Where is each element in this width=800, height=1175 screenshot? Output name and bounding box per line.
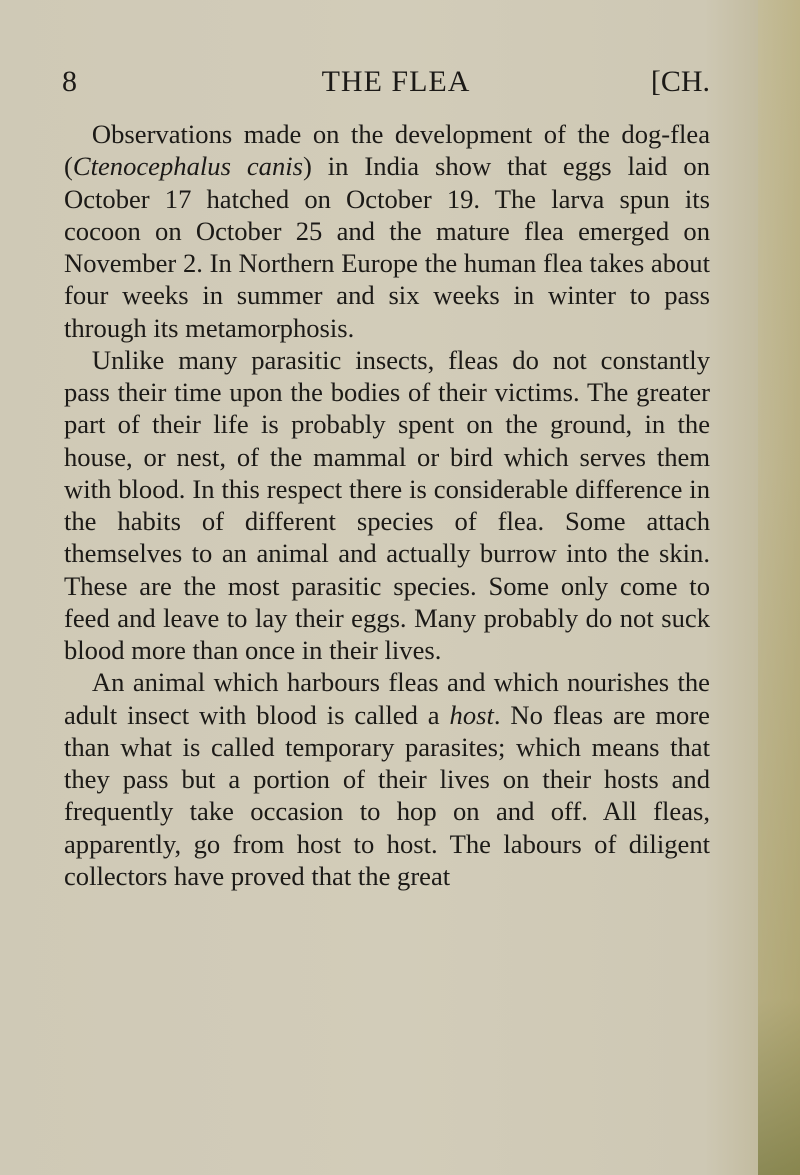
paragraph-2: Unlike many parasitic insects, fleas do not constantly pass their time upon the bodies of their victims. The greater part of their life is probably spent on the ground, in the house, or nest, of the mammal or bird which serves them with blood. In this respect there is considerable difference in the habits of different species of flea. Some attach themselves to an animal and actually burrow into the skin. These are the most parasitic species. Some only come to feed and leave to lay their eggs. Many probably do not suck blood more than once in their lives.: [64, 344, 710, 665]
page-number: 8: [62, 65, 77, 98]
paragraph-3: [64, 666, 710, 892]
page-edge-stain: [758, 0, 800, 1175]
term-host: host: [449, 699, 494, 730]
paragraph-1-text-b: ) in India show that eggs laid on October 17 hatched on October 19. The larva spun its cocoon on October 25 and the mature flea emerged on November 2. In Northern Europe the human flea takes about four weeks in summer and six weeks in winter to pass through its metamorphosis.: [64, 151, 711, 343]
chapter-mark: [CH.: [650, 65, 710, 98]
paragraph-1-text-a: Observations made on the development of the dog-flea (: [64, 119, 710, 182]
paragraph-3-text-b: . No fleas are more than what is called temporary parasites; which means that they pass but a portion of their lives on their hosts and frequently take occasion to hop on and off. All fleas, apparently, go from host to host. The labours of diligent collectors have proved that the great: [64, 699, 710, 891]
paragraph-3-text-a: An animal which harbours fleas and which nourishes the adult insect with blood is called a: [64, 667, 710, 730]
body-text: [64, 118, 710, 892]
running-title: THE FLEA: [321, 65, 471, 98]
running-head: [62, 62, 710, 102]
species-name: Ctenocephalus canis: [72, 151, 303, 182]
paragraph-1: [64, 118, 710, 344]
